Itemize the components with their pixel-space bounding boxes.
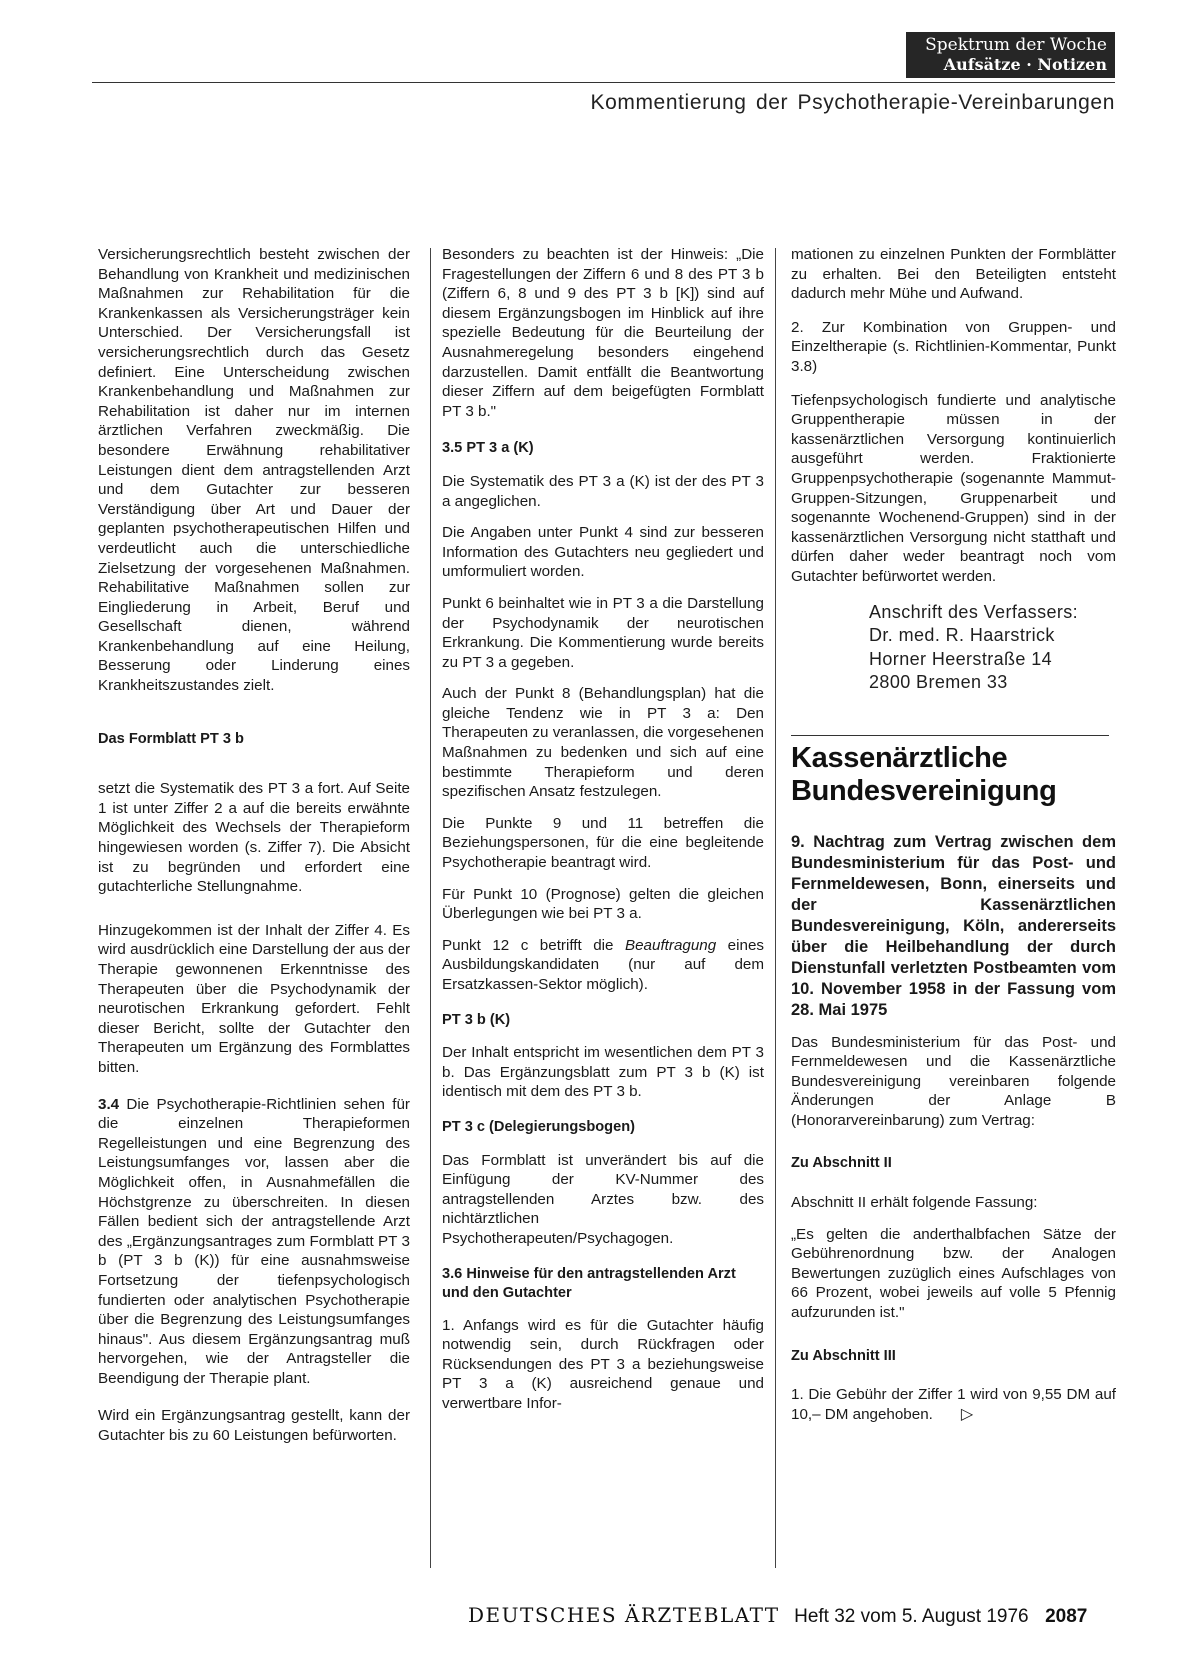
section-heading: 3.6 Hinweise für den antragstellenden Arzt und den Gutachter xyxy=(442,1265,736,1301)
page-number: 2087 xyxy=(1045,1606,1088,1627)
paragraph: Abschnitt II erhält folgende Fassung: xyxy=(791,1194,1038,1212)
column-divider xyxy=(775,248,776,1568)
paragraph: Hinzugekommen ist der Inhalt der Ziffer 4. Es wird ausdrücklich eine Darstellung der aus der Therapie gewonnenen Erkenntnisse des Therapeuten über die Psychodynamik der neurotischen Erkrankung gefordert. Fehlt dieser Bericht, sollte der Gutachter den Therapeuten um Ergänzung des Formblattes bitten. xyxy=(98,921,410,1076)
paragraph: Besonders zu beachten ist der Hinweis: „Die Fragestellungen der Ziffern 6 und 8 des PT 3 b (Ziffern 6, 8 und 9 des PT 3 b [K]) sind auf diesem Ergänzungsbogen im Hinblick auf ihre spezielle Bedeutung für die Beurteilung der Ausnahmeregelung besonders eingehend darzustellen. Damit entfällt die Beantwortung dieser Ziffern auf dem beigefügten Formblatt PT 3 b." xyxy=(442,246,764,420)
paragraph: Auch der Punkt 8 (Behandlungsplan) hat die gleiche Tendenz wie in PT 3 a: Den Therapeuten zu veranlassen, die vorgesehenen Maßnahmen zu bedenken und sich auf eine bestimmte Therapieform und deren spezifischen Ansatz festzulegen. xyxy=(442,685,764,801)
paragraph: Die Punkte 9 und 11 betreffen die Beziehungspersonen, für die eine begleitende Psychotherapie beantragt wird. xyxy=(442,814,764,872)
section-heading: PT 3 b (K) xyxy=(442,1011,511,1028)
paragraph xyxy=(791,1385,1116,1424)
kbv-heading xyxy=(791,742,1116,808)
badge-title: Spektrum der Woche xyxy=(925,35,1107,55)
address-line: Anschrift des Verfassers: xyxy=(869,601,1079,622)
paragraph: Versicherungsrechtlich besteht zwischen der Behandlung von Krankheit und medizinischen Maßnahmen zur Rehabilitation für die Krankenkassen als Versicherungsträger kein Unterschied. Der Versicherungsfall ist versicherungsrechtlich durch das Gesetz definiert. Eine Unterscheidung zwischen Krankenbehandlung und Maßnahmen zur Rehabilitation ist daher nur im internen ärztlichen Verfahren zweckmäßig. Die besondere Erwähnung rehabilitativer Leistungen dient dem antragstellenden Arzt und dem Gutachter zur besseren Verständigung über Art und Dauer der geplanten psychotherapeutischen Hilfen und verdeutlicht auch die unterschiedliche Zielsetzung der vorgesehenen Maßnahmen. Rehabilitative Maßnahmen sollen zur Eingliederung in Arbeit, Beruf und Gesellschaft dienen, während Krankenbehandlung auf eine Heilung, Besserung oder Linderung eines Krankheitszustandes zielt. xyxy=(98,246,410,695)
paragraph: Die Systematik des PT 3 a (K) ist der des PT 3 a angeglichen. xyxy=(442,472,764,510)
kbv-heading-line: Kassenärztliche xyxy=(791,741,1008,774)
running-head: Kommentierung der Psychotherapie-Vereinbarungen xyxy=(590,91,1115,114)
emphasis: Beauftragung xyxy=(624,936,717,954)
header-rule xyxy=(92,82,1115,83)
section-badge xyxy=(906,32,1115,78)
paragraph: 1. Anfangs wird es für die Gutachter häufig notwendig sein, durch Rückfragen oder Rücksendungen des PT 3 a beziehungsweise PT 3 a (K) ausreichend genaue und verwertbare Infor- xyxy=(442,1316,764,1412)
paragraph: 2. Zur Kombination von Gruppen- und Einzeltherapie (s. Richtlinien-Kommentar, Punkt 3.8) xyxy=(791,318,1116,375)
paragraph: Für Punkt 10 (Prognose) gelten die gleichen Überlegungen wie bei PT 3 a. xyxy=(442,885,764,923)
address-line: Horner Heerstraße 14 xyxy=(869,648,1053,669)
paragraph: Wird ein Ergänzungsantrag gestellt, kann der Gutachter bis zu 60 Leistungen befürworten. xyxy=(98,1407,410,1445)
badge-subtitle: Aufsätze · Notizen xyxy=(943,55,1107,74)
paragraph xyxy=(98,1095,410,1389)
paragraph: Der Inhalt entspricht im wesentlichen dem PT 3 b. Das Ergänzungsblatt zum PT 3 b (K) ist identisch mit dem des PT 3 b. xyxy=(442,1044,764,1101)
section-number: 3.4 xyxy=(98,1095,120,1113)
paragraph: Die Angaben unter Punkt 4 sind zur besseren Information des Gutachters neu gegliedert und umformuliert worden. xyxy=(442,524,764,581)
section-heading: Das Formblatt PT 3 b xyxy=(98,730,244,747)
kbv-lead: 9. Nachtrag zum Vertrag zwischen dem Bundesministerium für das Post- und Fernmeldewesen, Bonn, einerseits und der Kassenärztlichen Bundesvereinigung, Köln, andererseits über die Heilbehandlung der durch Dienstunfall verletzten Postbeamten vom 10. November 1958 in der Fassung vom 28. Mai 1975 xyxy=(791,832,1116,1019)
section-heading: Zu Abschnitt II xyxy=(791,1155,892,1172)
column-divider xyxy=(430,248,431,1568)
paragraph xyxy=(442,936,764,995)
section-rule xyxy=(791,735,1109,736)
paragraph-text: Punkt 12 c betrifft die xyxy=(442,936,625,954)
column-right xyxy=(791,245,1116,1436)
kbv-heading-line: Bundesvereinigung xyxy=(791,774,1057,807)
section-heading: Zu Abschnitt III xyxy=(791,1347,896,1364)
address-line: Dr. med. R. Haarstrick xyxy=(869,625,1055,645)
column-middle xyxy=(442,245,764,1426)
column-left xyxy=(98,245,410,1458)
paragraph-text: eines Ausbildungskandidaten (nur auf dem Ersatzkassen-Sektor möglich). xyxy=(442,936,764,993)
paragraph: Das Bundesministerium für das Post- und Fernmeldewesen und die Kassenärztliche Bundesvereinigung vereinbaren folgende Änderungen der Anlage B (Honorarvereinbarung) zum Vertrag: xyxy=(791,1033,1116,1129)
journal-name: DEUTSCHES ÄRZTEBLATT xyxy=(468,1603,780,1627)
address-line: 2800 Bremen 33 xyxy=(869,672,1008,692)
section-heading: 3.5 PT 3 a (K) xyxy=(442,440,534,457)
continue-arrow-icon: ▷ xyxy=(960,1405,974,1423)
paragraph: „Es gelten die anderthalbfachen Sätze der Gebührenordnung bzw. der Analogen Bewertungen zuzüglich eines Aufschlages von 66 Prozent, wobei jeweils auf volle 5 Pfennig aufzurunden ist." xyxy=(791,1225,1116,1322)
paragraph: Das Formblatt ist unverändert bis auf die Einfügung der KV-Nummer des antragstellenden Arztes bzw. des nichtärztlichen Psychotherapeuten/Psychagogen. xyxy=(442,1151,764,1247)
paragraph-text: Die Psychotherapie-Richtlinien sehen für die einzelnen Therapieformen Regelleistungen und eine Begrenzung des Leistungsumfanges vor, lassen aber die Möglichkeit offen, in Ausnahmefällen die Höchstgrenze zu überschreiten. In diesen Fällen bedient sich der antragstellende Arzt des „Ergänzungsantrages zum Formblatt PT 3 b (PT 3 b (K)) für eine ausnahmsweise Fortsetzung der tiefenpsychologisch fundierten oder analytischen Psychotherapie über die Begrenzung des Leistungsumfanges hinaus". Aus diesem Ergänzungsantrag muß hervorgehen, wie der Antragsteller die Beendigung der Therapie plant. xyxy=(98,1095,410,1387)
paragraph: Punkt 6 beinhaltet wie in PT 3 a die Darstellung der Psychodynamik der neurotischen Erkrankung. Die Kommentierung wurde bereits zu PT 3 a gegeben. xyxy=(442,594,764,671)
paragraph-text: 1. Die Gebühr der Ziffer 1 wird von 9,55 DM auf 10,– DM angehoben. xyxy=(791,1386,1116,1423)
author-address xyxy=(869,601,1116,695)
paragraph: Tiefenpsychologisch fundierte und analytische Gruppentherapie müssen in der kassenärztlichen Versorgung kontinuierlich ausgeführt werden. Fraktionierte Gruppenpsychotherapie (sogenannte Mammut-Gruppen-Sitzungen, Gruppenarbeit und sogenannte Wochenend-Gruppen) sind in der kassenärztlichen Versorgung nicht statthaft und dürfen daher weder beantragt noch vom Gutachter befürwortet werden. xyxy=(791,391,1116,585)
paragraph: setzt die Systematik des PT 3 a fort. Auf Seite 1 ist unter Ziffer 2 a auf die bereits erwähnte Möglichkeit des Wechsels der Therapieform hingewiesen worden (s. Ziffer 7). Die Absicht ist zu begründen und erfordert eine gutachterliche Stellungnahme. xyxy=(98,780,410,896)
paragraph: mationen zu einzelnen Punkten der Formblätter zu erhalten. Bei den Beteiligten entsteht dadurch mehr Mühe und Aufwand. xyxy=(791,246,1116,303)
issue-info: Heft 32 vom 5. August 1976 xyxy=(794,1606,1029,1627)
section-heading: PT 3 c (Delegierungsbogen) xyxy=(442,1118,635,1135)
page-footer xyxy=(468,1603,1087,1628)
